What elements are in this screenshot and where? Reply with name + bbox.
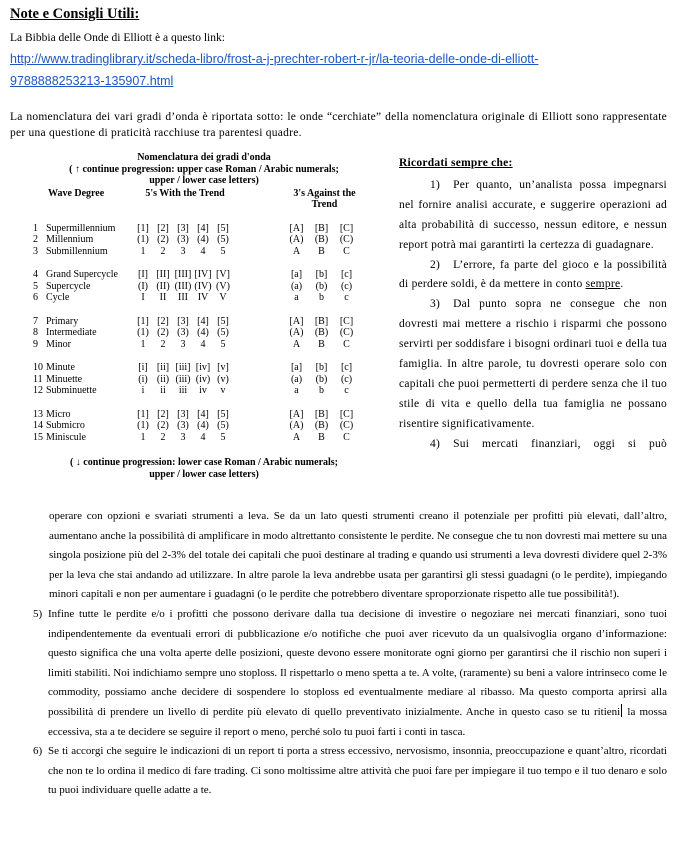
against-trend-label: A [292, 338, 301, 350]
wave-degree-name: Submillennium [46, 245, 108, 257]
item-number: 3) [430, 298, 441, 311]
with-trend-label: (I) [138, 280, 148, 292]
reminders-column [399, 154, 667, 455]
with-trend-label: [3] [177, 315, 189, 327]
with-trend-label: V [219, 292, 227, 303]
against-trend-label: [B] [314, 315, 329, 327]
numbered-item [33, 605, 667, 742]
with-trend-label: [1] [137, 315, 149, 327]
against-trend-label: (a) [290, 373, 303, 385]
with-trend-label: [1] [137, 408, 149, 420]
table-caption-top-2: upper / lower case letters) [149, 175, 259, 186]
against-trend-label: [C] [339, 315, 354, 327]
with-trend-label: [V] [216, 269, 230, 280]
wave-degree-name: Minute [46, 362, 75, 373]
with-trend-label: [2] [157, 408, 169, 420]
row-number: 14 [33, 420, 43, 431]
column-gap [233, 246, 284, 258]
row-number: 1 [33, 222, 38, 234]
row-number: 9 [33, 338, 38, 350]
with-trend-label: [iii] [175, 362, 191, 373]
with-trend-label: (1) [137, 234, 149, 245]
wave-table-group [33, 409, 375, 444]
column-gap [233, 316, 284, 328]
against-trend-label: c [344, 385, 349, 396]
reminder-item [399, 256, 667, 296]
against-trend-label: a [294, 292, 299, 303]
with-trend-label: ii [160, 385, 166, 396]
wave-table-row [33, 327, 375, 339]
against-trend-label: (A) [289, 327, 304, 338]
column-gap [233, 281, 284, 293]
against-trend-label: A [292, 431, 301, 443]
with-trend-label: [v] [217, 362, 229, 373]
with-trend-label: (3) [177, 327, 189, 338]
wave-degree-table [33, 152, 375, 480]
against-trend-label: B [318, 245, 325, 257]
against-trend-label: (b) [315, 280, 328, 292]
with-trend-label: (III) [174, 280, 192, 292]
against-trend-label: (c) [340, 373, 353, 385]
row-number: 11 [33, 373, 43, 385]
with-trend-label: (2) [157, 234, 169, 245]
with-trend-label: (II) [156, 280, 170, 292]
with-trend-label: II [159, 292, 167, 303]
wave-table-row [33, 281, 375, 293]
wave-degree-name: Grand Supercycle [46, 269, 118, 280]
with-trend-label: [ii] [156, 362, 170, 373]
wave-table-row [33, 374, 375, 386]
column-header-wave-degree: Wave Degree [48, 187, 105, 199]
against-trend-label: a [294, 385, 299, 396]
against-trend-label: [A] [289, 408, 304, 420]
column-gap [233, 292, 284, 304]
against-trend-label: (A) [289, 234, 304, 245]
against-trend-label: (A) [289, 420, 304, 431]
with-trend-label: 4 [200, 338, 206, 350]
row-number: 15 [33, 431, 43, 443]
with-trend-label: III [178, 292, 188, 303]
with-trend-label: (4) [197, 234, 209, 245]
against-trend-label: (C) [339, 327, 354, 338]
with-trend-label: (1) [137, 327, 149, 338]
item4-continuation: operare con opzioni e svariati strumenti a leva. Se da un lato questi strumenti creano il potenziale per profitti più elevati, dall’altro, aumentano anche la possibilità di amplificare in modo altrettanto consistente le perdite. Ne consegue che tu non dovresti mai mettere su una singola posizione più del 2-3% del totale dei capitali che puoi destinare al trading e quando usi strumenti a leva dovresti dividere quel 2-3% per la leva che stai andando ad utilizzare. In altre parole la leva andrebbe usata per garantirsi gli stessi guadagni (o le perdite), impiegando minori capitali e non per aumentare i guadagni (o le perdite che potrebbero diventare sproporzionate rispetto alle tue possibilità!). [49, 510, 667, 601]
bottom-numbered-list [0, 605, 676, 801]
column-gap [233, 374, 284, 386]
wave-table-row [33, 223, 375, 235]
against-trend-label: (B) [314, 327, 329, 338]
column-header-with-trend: 5's With the Trend [145, 187, 225, 199]
column-gap [233, 420, 284, 432]
wave-table-row [33, 316, 375, 328]
with-trend-label: (3) [177, 234, 189, 245]
with-trend-label: (v) [217, 373, 229, 385]
reminder-item [399, 295, 667, 434]
with-trend-label: I [141, 292, 145, 303]
against-trend-label: [C] [339, 408, 354, 420]
column-gap [233, 385, 284, 397]
underlined-text: sempre [585, 278, 621, 291]
wave-table-row [33, 269, 375, 281]
with-trend-label: [5] [217, 315, 229, 327]
against-trend-label: [a] [290, 362, 303, 373]
wave-degree-name: Minuette [46, 373, 83, 385]
wave-degree-name: Micro [46, 408, 71, 420]
against-trend-label: B [318, 431, 325, 443]
numbered-item [33, 742, 667, 801]
column-gap [233, 409, 284, 421]
with-trend-label: (4) [197, 420, 209, 431]
column-gap [233, 223, 284, 235]
with-trend-label: [4] [197, 408, 209, 420]
two-column-section [0, 152, 676, 504]
against-trend-label: B [318, 338, 325, 350]
intro-line: La Bibbia delle Onde di Elliott è a questo link: [10, 32, 225, 44]
with-trend-label: v [220, 385, 226, 396]
with-trend-label: [4] [197, 315, 209, 327]
with-trend-label: [5] [217, 408, 229, 420]
reminder-item [399, 435, 667, 455]
row-number: 13 [33, 408, 43, 420]
wave-table-row [33, 432, 375, 444]
with-trend-label: (5) [217, 327, 229, 338]
with-trend-label: 5 [220, 431, 226, 443]
row-number: 12 [33, 385, 43, 396]
against-trend-label: [B] [314, 222, 329, 234]
wave-table-row [33, 420, 375, 432]
row-number: 6 [33, 292, 38, 303]
with-trend-label: 3 [180, 338, 186, 350]
item-number: 1) [430, 178, 441, 191]
against-trend-label: C [343, 245, 350, 257]
with-trend-label: [IV] [194, 269, 212, 280]
column-gap [233, 327, 284, 339]
against-trend-label: (C) [339, 234, 354, 245]
with-trend-label: (2) [157, 327, 169, 338]
table-caption-bottom-1: ( ↓ continue progression: lower case Roman / Arabic numerals; [69, 457, 339, 468]
wave-table-group [33, 223, 375, 258]
with-trend-label: iv [199, 385, 207, 396]
wave-degree-name: Supermillennium [46, 222, 116, 234]
with-trend-label: 4 [200, 245, 206, 257]
against-trend-label: [b] [315, 362, 328, 373]
table-header [33, 188, 375, 211]
with-trend-label: 2 [160, 338, 166, 350]
with-trend-label: (1) [137, 420, 149, 431]
against-trend-label: C [343, 431, 350, 443]
with-trend-label: (5) [217, 234, 229, 245]
wave-table-row [33, 246, 375, 258]
with-trend-label: 2 [160, 431, 166, 443]
reminders-heading: Ricordati sempre che: [399, 157, 513, 169]
reminder-item [399, 176, 667, 256]
row-number: 5 [33, 280, 38, 292]
against-trend-label: c [344, 292, 349, 303]
wave-degree-name: Minor [46, 338, 71, 350]
wave-table-row [33, 234, 375, 246]
paragraph-text: Dal punto sopra ne consegue che non dovresti mai mettere a rischio i risparmi che possono servirti per soddisfare i bisogni ordinari tuoi e della tua famiglia. In altre parole, tu dovresti operare solo con capitali che puoi permetterti di perdere senza che il tuo stile di vita e quello della tua famiglia ne possano risentire significativamente. [399, 298, 668, 430]
with-trend-label: 3 [180, 431, 186, 443]
item-number: 2) [430, 258, 441, 271]
item-number: 5) [33, 607, 43, 620]
with-trend-label: i [141, 385, 145, 396]
column-gap [233, 234, 284, 246]
table-caption-bottom-2: upper / lower case letters) [149, 468, 259, 480]
against-trend-label: (B) [314, 234, 329, 245]
wave-degree-name: Intermediate [46, 327, 97, 338]
wave-table-row [33, 409, 375, 421]
paragraph-text: Per quanto, un’analista possa impegnarsi nel fornire analisi accurate, e suggerire operazioni ad alta probabilità di successo, nessun editore, e nessun report potrà mai garantirti la certezza di guadagnare. [399, 178, 667, 251]
reminders-list [399, 176, 667, 455]
wave-degree-name: Millennium [46, 234, 94, 245]
against-trend-label: [A] [289, 315, 304, 327]
with-trend-label: [1] [137, 222, 149, 234]
with-trend-label: (IV) [194, 280, 212, 292]
column-gap [233, 269, 284, 281]
with-trend-label: [2] [157, 315, 169, 327]
against-trend-label: [a] [290, 269, 303, 280]
with-trend-label: IV [197, 292, 209, 303]
with-trend-label: [2] [157, 222, 169, 234]
with-trend-label: [3] [177, 222, 189, 234]
with-trend-label: 3 [180, 245, 186, 257]
with-trend-label: 1 [140, 338, 146, 350]
wave-table-group [33, 269, 375, 304]
wave-table-group [33, 316, 375, 351]
wave-degree-name: Supercycle [46, 280, 91, 292]
wave-table-group [33, 362, 375, 397]
column-gap [233, 362, 284, 374]
with-trend-label: iii [178, 385, 188, 396]
page-title: Note e Consigli Utili: [10, 6, 140, 22]
with-trend-label: 5 [220, 245, 226, 257]
with-trend-label: (ii) [156, 373, 170, 385]
paragraph-text: Infine tutte le perdite e/o i profitti che possono derivare dalla tua decisione di investire o negoziare nei mercati finanziari, sono tuoi indipendentemente da eventuali errori di pubblicazione e/o notifiche che puoi aver ricevuto da un qualsivoglia organo d’informazione: questo significa che una volta aperte delle posizioni, queste devono essere monitorate ogni giorno per garantirsi che il rischio non superi i limiti stabiliti. Noi indichiamo sempre uno stoploss. Il rispettarlo o meno spetta a te. A volte, (raramente) su beni a valore intrinseco come le commodity, possiamo anche decidere di sospendere lo stoploss ed eventualmente mediare al ribasso. Ma questo comporta aprirsi alla possibilità di prendere un livello di perdite più elevato di quello preventivato inizialmente. Anche in questo caso se tu ritieni [48, 607, 667, 718]
against-trend-label: b [319, 292, 324, 303]
with-trend-label: 1 [140, 431, 146, 443]
with-trend-label: [4] [197, 222, 209, 234]
with-trend-label: (iii) [175, 373, 191, 385]
book-hyperlink[interactable]: http://www.tradinglibrary.it/scheda-libro/frost-a-j-prechter-robert-r-jr/la-teoria-delle-onde-di-elliott-9788888253213-135907.html [10, 52, 539, 88]
with-trend-label: [5] [217, 222, 229, 234]
wave-table-row [33, 339, 375, 351]
wave-degree-name: Submicro [46, 420, 85, 431]
column-gap [233, 339, 284, 351]
row-number: 7 [33, 315, 38, 327]
with-trend-label: (3) [177, 420, 189, 431]
against-trend-label: b [319, 385, 324, 396]
with-trend-label: (5) [217, 420, 229, 431]
against-trend-label: [c] [340, 269, 353, 280]
against-trend-label: (B) [314, 420, 329, 431]
paragraph-text: la mossa eccessiva, sta a te decidere se seguire il report o meno, perché solo tu puoi farti i conti in tasca. [48, 705, 667, 738]
with-trend-label: [3] [177, 408, 189, 420]
with-trend-label: [III] [174, 269, 192, 280]
header-section [0, 0, 676, 141]
paragraph-text: L’errore, fa parte del gioco e la possibilità di perdere soldi, è da mettere in conto [399, 258, 667, 291]
against-trend-label: [B] [314, 408, 329, 420]
against-trend-label: C [343, 338, 350, 350]
wave-degree-name: Subminuette [46, 385, 97, 396]
against-trend-label: [b] [315, 269, 328, 280]
row-number: 8 [33, 327, 38, 338]
item-number: 6) [33, 745, 43, 758]
with-trend-label: (4) [197, 327, 209, 338]
against-trend-label: (c) [340, 280, 353, 292]
with-trend-label: [iv] [195, 362, 211, 373]
column-header-against-trend: 3's Against the Trend [293, 187, 356, 210]
with-trend-label: [I] [138, 269, 148, 280]
with-trend-label: (i) [138, 373, 148, 385]
row-number: 4 [33, 269, 38, 280]
wave-degree-name: Miniscule [46, 431, 86, 443]
paragraph-text: Sui mercati finanziari, oggi si può [453, 437, 667, 450]
with-trend-label: 4 [200, 431, 206, 443]
nomenclature-note: La nomenclatura dei vari gradi d’onda è riportata sotto: le onde “cerchiate” della nomenclatura originale di Elliott sono rappresentate per una questione di praticità racchiuse tra parentesi quadre. [10, 111, 667, 139]
with-trend-label: (V) [216, 280, 230, 292]
column-gap [233, 432, 284, 444]
with-trend-label: 5 [220, 338, 226, 350]
row-number: 2 [33, 234, 38, 245]
with-trend-label: (2) [157, 420, 169, 431]
paragraph-text: . [620, 278, 624, 291]
wave-table-row [33, 362, 375, 374]
against-trend-label: (b) [315, 373, 328, 385]
wave-table-row [33, 292, 375, 304]
wave-degree-name: Cycle [46, 292, 70, 303]
paragraph-text: Se ti accorgi che seguire le indicazioni di un report ti porta a stress eccessivo, nervosismo, insonnia, preoccupazione e quant’altro, ricordati che non te lo ordina il medico di fare trading. Ci sono moltissime altre attività che puoi fare per impiegare il tuo tempo e il tuo denaro e solo tu puoi individuare quelle adatte a te. [48, 745, 667, 797]
table-body [33, 223, 375, 444]
wave-degree-name: Primary [46, 315, 79, 327]
against-trend-label: A [292, 245, 301, 257]
against-trend-label: [C] [339, 222, 354, 234]
with-trend-label: 1 [140, 245, 146, 257]
table-caption-top-1: ( ↑ continue progression: upper case Roman / Arabic numerals; [69, 163, 339, 175]
against-trend-label: (C) [339, 420, 354, 431]
with-trend-label: (iv) [195, 373, 211, 385]
with-trend-label: 2 [160, 245, 166, 257]
item-number: 4) [430, 437, 441, 450]
row-number: 3 [33, 245, 38, 257]
against-trend-label: [A] [289, 222, 304, 234]
wave-table-row [33, 385, 375, 397]
against-trend-label: (a) [290, 280, 303, 292]
with-trend-label: [i] [138, 362, 148, 373]
with-trend-label: [II] [156, 269, 170, 280]
row-number: 10 [33, 362, 43, 373]
against-trend-label: [c] [340, 362, 353, 373]
table-title: Nomenclatura dei gradi d'onda [137, 152, 271, 163]
